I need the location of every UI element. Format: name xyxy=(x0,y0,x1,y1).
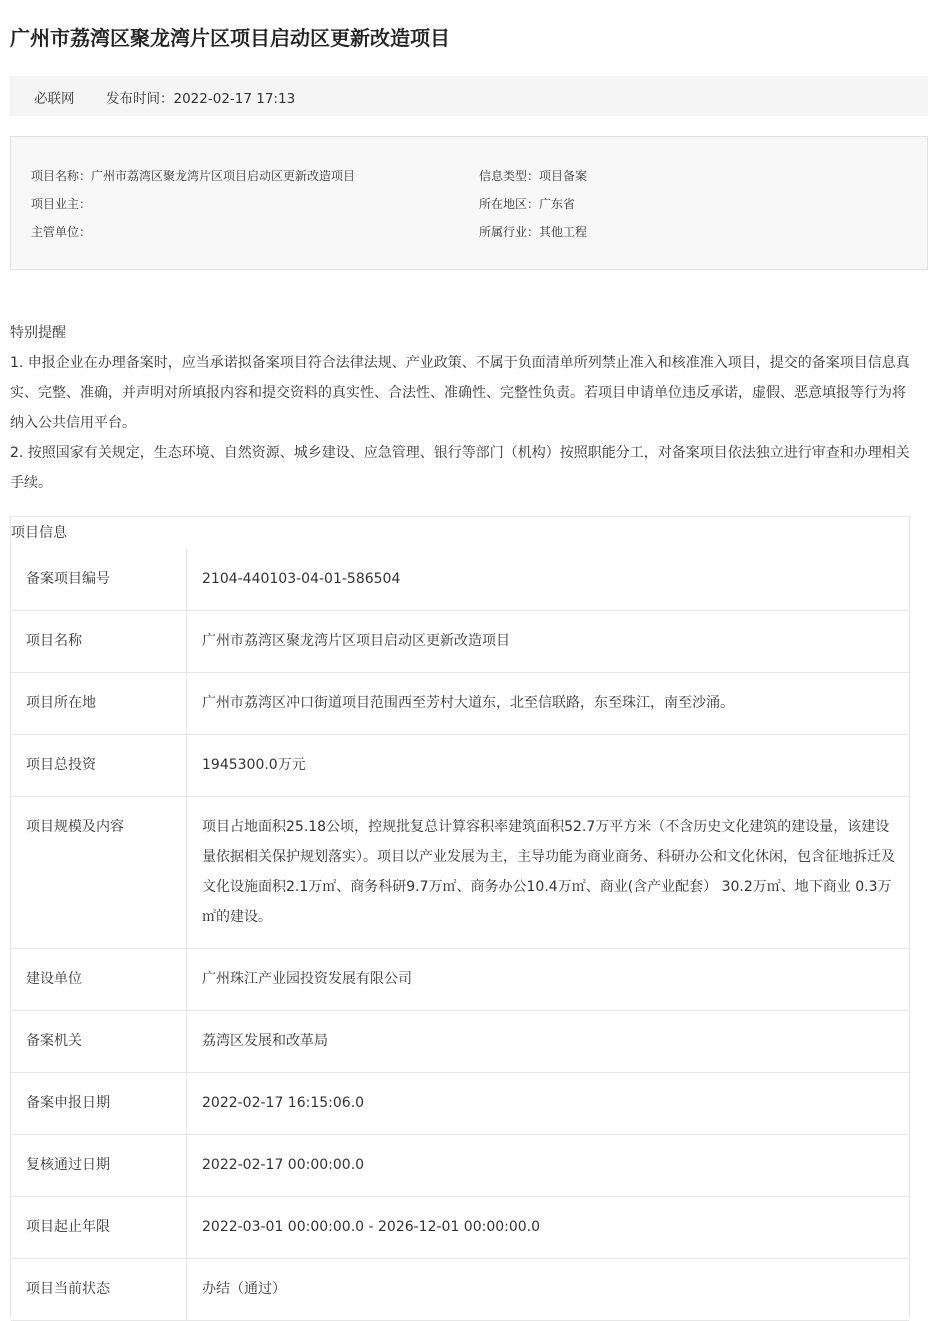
publish-time-value: 2022-02-17 17:13 xyxy=(173,91,296,107)
row-value xyxy=(187,735,910,797)
row-label-text: 备案项目编号 xyxy=(26,571,110,587)
summary-label: 主管单位： xyxy=(31,225,92,239)
row-value xyxy=(187,797,910,949)
table-row xyxy=(11,735,909,797)
source-label: 必联网 xyxy=(34,91,75,107)
row-label-text: 项目起止年限 xyxy=(26,1219,110,1235)
row-value xyxy=(187,1011,910,1073)
row-value xyxy=(187,1073,910,1135)
row-label xyxy=(11,1197,187,1259)
row-label-text: 项目当前状态 xyxy=(26,1281,110,1297)
row-value xyxy=(187,1135,910,1197)
summary-info-type xyxy=(479,168,587,184)
publish-time xyxy=(106,87,295,107)
project-info-table-wrap xyxy=(10,516,910,1317)
row-value xyxy=(187,549,910,611)
row-label xyxy=(11,611,187,673)
summary-region xyxy=(479,196,575,212)
special-notice xyxy=(10,318,910,498)
row-value xyxy=(187,611,910,673)
row-label xyxy=(11,949,187,1011)
row-value-text: 广州市荔湾区聚龙湾片区项目启动区更新改造项目 xyxy=(202,633,510,649)
table-caption: 项目信息 xyxy=(11,525,67,541)
row-value-text: 2022-03-01 00:00:00.0 - 2026-12-01 00:00:00.0 xyxy=(202,1219,541,1235)
row-label xyxy=(11,1259,187,1321)
summary-industry xyxy=(479,224,587,240)
table-row xyxy=(11,549,909,611)
table-row xyxy=(11,949,909,1011)
row-label-text: 备案申报日期 xyxy=(26,1095,110,1111)
table-row xyxy=(11,611,909,673)
project-info-table xyxy=(11,549,909,1321)
row-label-text: 复核通过日期 xyxy=(26,1157,110,1173)
row-value-text: 办结（通过） xyxy=(202,1281,286,1297)
notice-item-2: 2. 按照国家有关规定，生态环境、自然资源、城乡建设、应急管理、银行等部门（机构）按照职能分工，对备案项目依法独立进行审查和办理相关手续。 xyxy=(10,445,910,491)
row-value xyxy=(187,1259,910,1321)
summary-authority xyxy=(31,224,91,240)
page-title: 广州市荔湾区聚龙湾片区项目启动区更新改造项目 xyxy=(10,26,450,50)
table-row xyxy=(11,1197,909,1259)
row-value xyxy=(187,673,910,735)
summary-label: 信息类型： xyxy=(479,169,540,183)
summary-label: 项目业主： xyxy=(31,197,92,211)
table-row xyxy=(11,1073,909,1135)
summary-project-owner xyxy=(31,196,91,212)
summary-label: 所在地区： xyxy=(479,197,540,211)
row-label xyxy=(11,797,187,949)
row-label xyxy=(11,549,187,611)
row-label xyxy=(11,735,187,797)
row-value xyxy=(187,949,910,1011)
row-label-text: 备案机关 xyxy=(26,1033,82,1049)
summary-value: 广州市荔湾区聚龙湾片区项目启动区更新改造项目 xyxy=(91,169,356,183)
row-value-text: 2022-02-17 00:00:00.0 xyxy=(202,1157,365,1173)
row-value-text: 1945300.0万元 xyxy=(202,757,306,773)
summary-label: 所属行业： xyxy=(479,225,540,239)
row-value-text: 2104-440103-04-01-586504 xyxy=(202,571,401,587)
notice-heading: 特别提醒 xyxy=(10,325,66,341)
row-value-text: 2022-02-17 16:15:06.0 xyxy=(202,1095,365,1111)
row-value xyxy=(187,1197,910,1259)
summary-value: 项目备案 xyxy=(539,169,588,183)
row-value-text: 荔湾区发展和改革局 xyxy=(202,1033,328,1049)
row-label-text: 项目所在地 xyxy=(26,695,96,711)
table-row xyxy=(11,797,909,949)
publish-time-label: 发布时间： xyxy=(106,91,174,107)
row-label xyxy=(11,1073,187,1135)
row-label-text: 项目总投资 xyxy=(26,757,96,773)
row-label xyxy=(11,1135,187,1197)
summary-value: 广东省 xyxy=(539,197,576,211)
row-label xyxy=(11,1011,187,1073)
summary-label: 项目名称： xyxy=(31,169,92,183)
summary-value: 其他工程 xyxy=(539,225,588,239)
row-value-text: 广州珠江产业园投资发展有限公司 xyxy=(202,971,412,987)
summary-project-name xyxy=(31,168,355,184)
meta-bar xyxy=(10,76,928,116)
notice-item-1: 1. 申报企业在办理备案时，应当承诺拟备案项目符合法律法规、产业政策、不属于负面清单所列禁止准入和核准准入项目，提交的备案项目信息真实、完整、准确，并声明对所填报内容和提交资料的真实性、合法性、准确性、完整性负责。若项目申请单位违反承诺，虚假、恶意填报等行为将纳入公共信用平台。 xyxy=(10,355,910,431)
project-summary-box xyxy=(10,136,928,270)
row-label-text: 建设单位 xyxy=(26,971,82,987)
row-value-text: 广州市荔湾区冲口街道项目范围西至芳村大道东，北至信联路，东至珠江，南至沙涌。 xyxy=(202,695,734,711)
table-row xyxy=(11,1135,909,1197)
table-row xyxy=(11,1011,909,1073)
row-label-text: 项目名称 xyxy=(26,633,82,649)
table-row xyxy=(11,1259,909,1321)
table-row xyxy=(11,673,909,735)
row-value-text: 项目占地面积25.18公顷，控规批复总计算容积率建筑面积52.7万平方米（不含历史文化建筑的建设量，该建设量依据相关保护规划落实）。项目以产业发展为主，主导功能为商业商务、科研办公和文化休闲，包含征地拆迁及文化设施面积2.1万㎡、商务科研9.7万㎡、商务办公10.4万㎡、商业(含产业配套） 30.2万㎡、地下商业 0.3万㎡的建设。 xyxy=(202,819,895,925)
row-label xyxy=(11,673,187,735)
row-label-text: 项目规模及内容 xyxy=(26,819,124,835)
